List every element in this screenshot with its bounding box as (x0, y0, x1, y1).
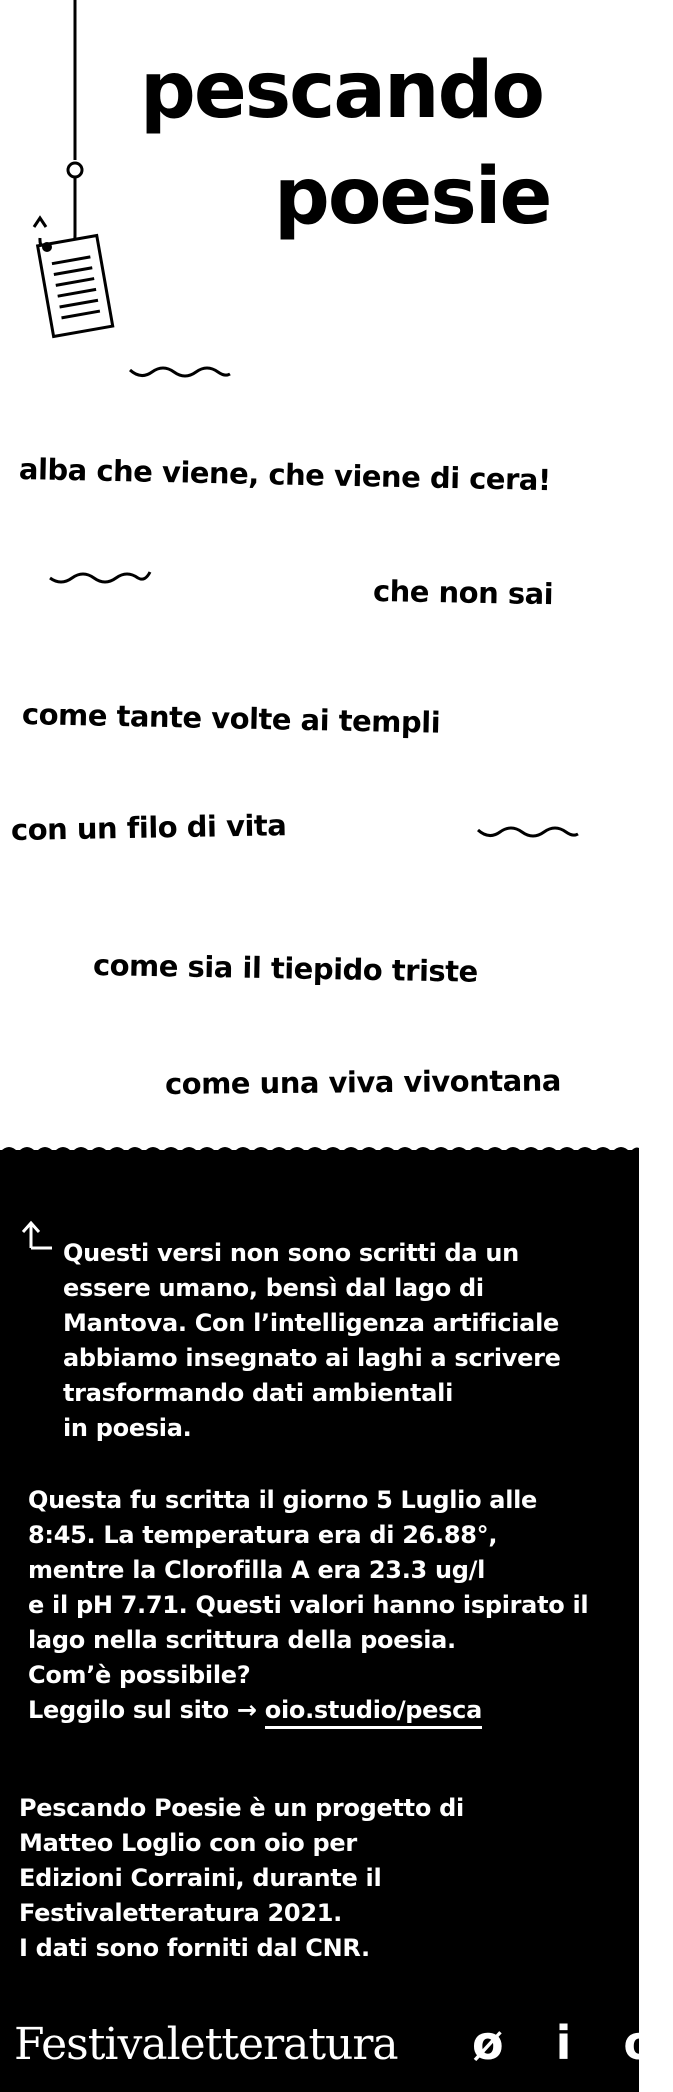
wave-decoration (476, 822, 580, 844)
oio-logo[interactable]: ø i o (472, 2016, 673, 2070)
poem-line: come tante volte ai templi (21, 697, 441, 740)
page-title-line2: poesie (274, 152, 551, 242)
festivaletteratura-logo[interactable]: Festivaletteratura (14, 2019, 398, 2070)
credits-paragraph: Pescando Poesie è un progetto di Matteo Loglio con oio per Edizioni Corraini, durante il Festivaletteratura 2021. I dati sono forniti dal CNR. (19, 1794, 464, 1962)
website-link[interactable]: oio.studio/pesca (265, 1696, 482, 1729)
poem-line: alba che viene, che viene di cera! (18, 452, 551, 498)
poem-line: come una viva vivontana (164, 1063, 562, 1101)
wave-decoration (128, 362, 232, 384)
return-up-arrow-icon (20, 1218, 56, 1252)
intro-paragraph: Questi versi non sono scritti da un essere umano, bensì dal lago di Mantova. Con l’intelligenza artificiale abbiamo insegnato ai laghi a scrivere trasformando dati ambientali in poesia. (63, 1239, 561, 1442)
poem-line: con un filo di vita (10, 808, 287, 847)
link-prefix: Leggilo sul sito → (28, 1696, 257, 1724)
page-title-line1: pescando (140, 46, 543, 136)
data-paragraph: Questa fu scritta il giorno 5 Luglio alle 8:45. La temperatura era di 26.88°, mentre la Clorofilla A era 23.3 ug/l e il pH 7.71. Questi valori hanno ispirato il lago nella scrittura della poesia. Com’è possibile? Leggilo sul sito → oio.studio/pesca (28, 1483, 588, 1728)
poem-line: che non sai (372, 574, 554, 612)
poem-line: come sia il tiepido triste (92, 948, 479, 989)
fishing-hook-paper-icon (25, 0, 125, 350)
wave-decoration (48, 566, 152, 588)
